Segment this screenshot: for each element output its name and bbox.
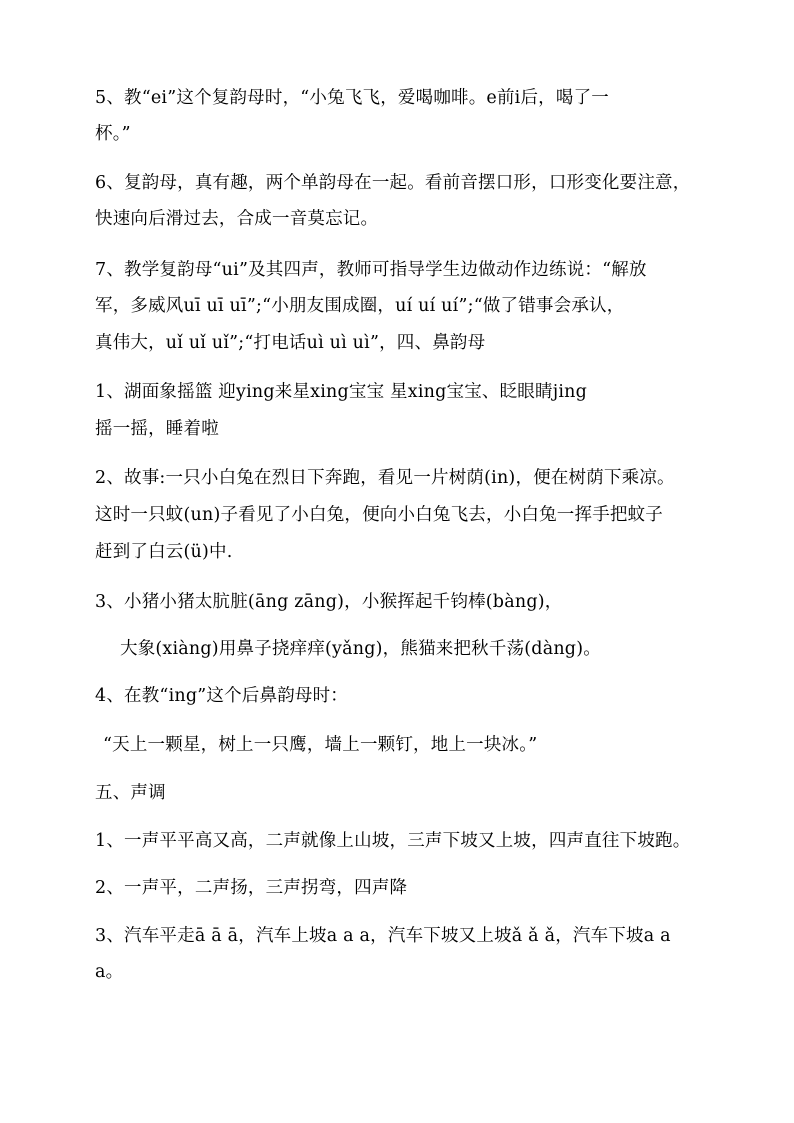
nasal-item-2-line-2: 这时一只蚊(un)子看见了小白兔，便向小白兔飞去，小白兔一挥手把蚊子 [95,505,663,525]
tone-item-3-line-2: a。 [95,962,124,982]
paragraph-6-line-2: 快速向后滑过去，合成一音莫忘记。 [95,209,379,229]
paragraph-7-line-2: 军，多威风uī uī uī”;“小朋友围成圈，uí uí uí”;“做了错事会承认， [95,296,625,316]
paragraph-6-line-1: 6、复韵母，真有趣，两个单韵母在一起。看前音摆口形，口形变化要注意， [95,173,691,193]
paragraph-7-line-3: 真伟大，uǐ uǐ uǐ”;“打电话uì uì uì”，四、鼻韵母 [95,333,486,353]
nasal-item-3-line-1: 3、小猪小猪太肮脏(āng zāng)，小猴挥起千钧棒(bàng)， [95,592,563,612]
paragraph-7-line-1: 7、教学复韵母“ui”及其四声，教师可指导学生边做动作边练说：“解放 [95,260,647,280]
nasal-item-1-line-2: 摇一摇，睡着啦 [95,419,219,439]
nasal-item-4-rhyme: “天上一颗星，树上一只鹰，墙上一颗钉，地上一块冰。” [103,735,538,755]
tone-item-1: 1、一声平平高又高，二声就像上山坡，三声下坡又上坡，四声直往下坡跑。 [95,831,691,851]
nasal-item-4-line-1: 4、在教“ing”这个后鼻韵母时： [95,686,348,706]
nasal-item-1-line-1: 1、湖面象摇篮 迎ying来星xing宝宝 星xing宝宝、眨眼睛jing [95,382,587,402]
paragraph-5-line-2: 杯。” [95,124,131,144]
nasal-item-3-line-2: 大象(xiàng)用鼻子挠痒痒(yǎng)，熊猫来把秋千荡(dàng)。 [120,639,601,659]
nasal-item-2-line-3: 赶到了白云(ü)中. [95,542,233,562]
paragraph-5-line-1: 5、教“ei”这个复韵母时，“小兔飞飞，爱喝咖啡。e前i后，喝了一 [95,88,609,108]
section-heading-tones: 五、声调 [95,783,166,803]
tone-item-2: 2、一声平，二声扬，三声拐弯，四声降 [95,878,408,898]
tone-item-3-line-1: 3、汽车平走ā ā ā，汽车上坡a a a，汽车下坡又上坡ǎ ǎ ǎ，汽车下坡a a [95,926,671,946]
nasal-item-2-line-1: 2、故事:一只小白兔在烈日下奔跑，看见一片树荫(in)，便在树荫下乘凉。 [95,468,675,488]
